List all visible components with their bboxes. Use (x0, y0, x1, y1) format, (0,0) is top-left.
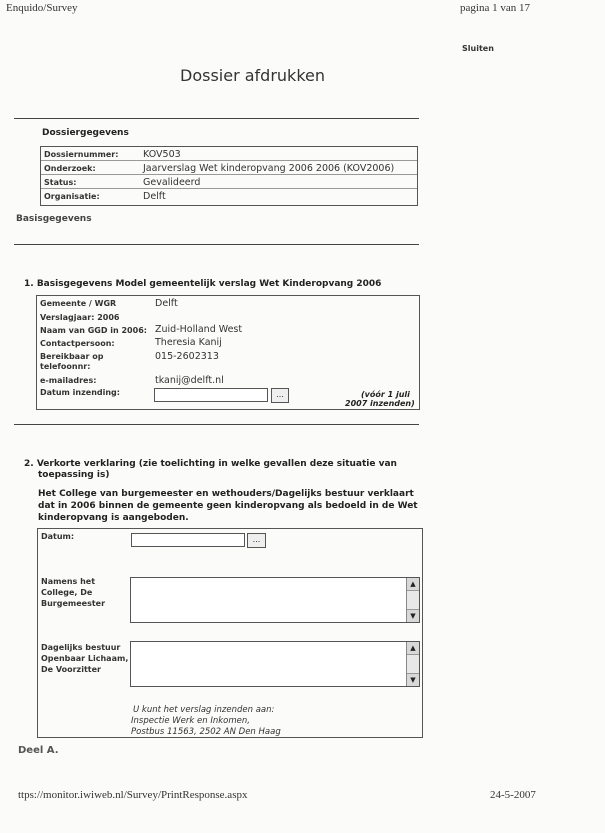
page-header-site: Enquido/Survey (6, 2, 78, 14)
scroll-down-icon[interactable]: ▼ (407, 673, 419, 686)
section2-title: 2. Verkorte verklaring (zie toelichting in welke gevallen deze situatie van (24, 459, 397, 469)
dossier-label: Organisatie: (44, 192, 100, 201)
date-picker-button[interactable]: ... (247, 533, 266, 548)
date-note: (vóór 1 juli (361, 390, 410, 399)
dossier-value: Delft (143, 191, 166, 202)
dossier-value: Gevalideerd (143, 177, 201, 188)
date-picker-button[interactable]: ... (271, 388, 289, 403)
divider (14, 244, 419, 245)
form-label: Burgemeester (41, 599, 106, 608)
form-label: Datum: (41, 532, 75, 541)
college-signature-textarea[interactable] (130, 577, 420, 623)
declaration-date-input[interactable] (131, 533, 245, 547)
dossier-label: Status: (44, 178, 77, 187)
form-value: tkanij@delft.nl (155, 375, 224, 386)
divider (14, 424, 419, 425)
footer-date: 24-5-2007 (490, 789, 536, 801)
footer-url: ttps://monitor.iwiweb.nl/Survey/PrintResponse.aspx (18, 789, 248, 801)
table-divider (41, 160, 417, 161)
submit-address: Inspectie Werk en Inkomen, (131, 716, 250, 726)
statement-text: kinderopvang is aangeboden. (38, 513, 189, 523)
basis-heading: Basisgegevens (16, 214, 92, 224)
table-divider (41, 188, 417, 189)
form-label: Namens het (41, 577, 96, 586)
page-header-pager: pagina 1 van 17 (460, 2, 530, 14)
dossier-value: Jaarverslag Wet kinderopvang 2006 2006 (KOV2006) (143, 163, 395, 174)
page-title: Dossier afdrukken (180, 66, 325, 85)
statement-text: Het College van burgemeester en wethouders/Dagelijks bestuur verklaart (38, 489, 414, 499)
divider (14, 118, 419, 119)
form-label: Verslagjaar: 2006 (40, 313, 120, 322)
board-signature-textarea[interactable] (130, 641, 420, 687)
dossier-label: Onderzoek: (44, 164, 96, 173)
section1-form (36, 295, 420, 410)
deel-heading: Deel A. (18, 745, 59, 756)
submit-address: U kunt het verslag inzenden aan: (133, 705, 275, 715)
form-label: e-mailadres: (40, 376, 97, 385)
form-value: Theresia Kanij (155, 337, 222, 348)
form-label: College, De (41, 588, 93, 597)
form-value: Delft (155, 298, 178, 309)
form-value: Zuid-Holland West (155, 324, 243, 335)
section2-title: toepassing is) (38, 470, 110, 480)
scroll-up-icon[interactable]: ▲ (407, 642, 419, 655)
statement-text: dat in 2006 binnen de gemeente geen kinderopvang als bedoeld in de Wet (38, 501, 418, 511)
section1-title: 1. Basisgegevens Model gemeentelijk verslag Wet Kinderopvang 2006 (24, 279, 382, 289)
submit-address: Postbus 11563, 2502 AN Den Haag (131, 727, 281, 737)
dossier-heading: Dossiergegevens (42, 128, 129, 138)
scrollbar[interactable] (406, 578, 419, 622)
form-label: Naam van GGD in 2006: (40, 326, 147, 335)
form-label: Datum inzending: (40, 388, 120, 397)
form-label: Dagelijks bestuur (41, 643, 121, 652)
scroll-up-icon[interactable]: ▲ (407, 578, 419, 591)
form-value: 015-2602313 (155, 351, 219, 362)
scrollbar[interactable] (406, 642, 419, 686)
form-label: Openbaar Lichaam, (41, 654, 129, 663)
dossier-table (40, 146, 418, 206)
dossier-value: KOV503 (143, 149, 181, 160)
form-label: Contactpersoon: (40, 339, 115, 348)
section2-form (37, 528, 423, 738)
form-label: Gemeente / WGR (40, 299, 117, 308)
submission-date-input[interactable] (154, 388, 268, 402)
close-link[interactable]: Sluiten (462, 44, 494, 53)
form-label: Bereikbaar op telefoonnr: (40, 352, 104, 371)
dossier-label: Dossiernummer: (44, 150, 119, 159)
form-label: De Voorzitter (41, 665, 101, 674)
date-note: 2007 inzenden) (345, 399, 415, 408)
scroll-down-icon[interactable]: ▼ (407, 609, 419, 622)
table-divider (41, 174, 417, 175)
